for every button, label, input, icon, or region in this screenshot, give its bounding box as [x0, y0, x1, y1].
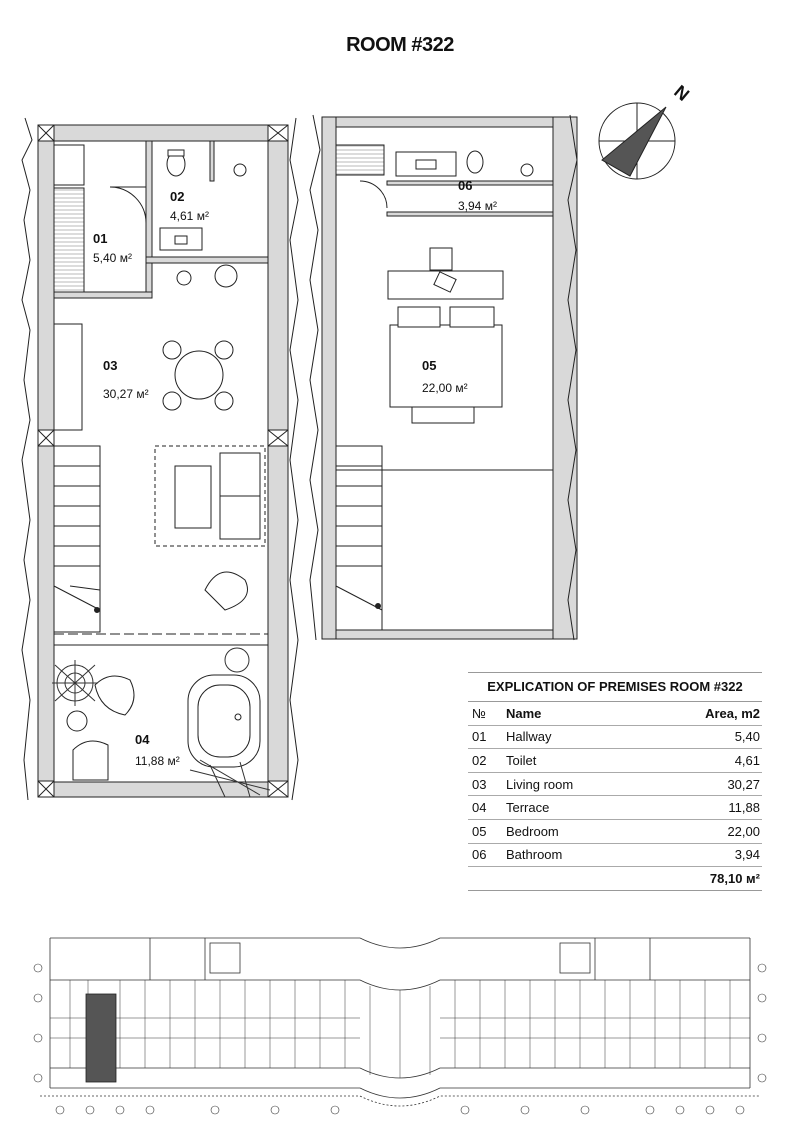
- room-label-05: 05: [422, 358, 437, 373]
- room-area-06: 3,94 м²: [458, 199, 497, 213]
- compass-label: N: [670, 81, 694, 105]
- explication-table: [468, 672, 762, 891]
- row-no: 04: [472, 800, 487, 816]
- unit-highlight: [86, 994, 116, 1082]
- room-label-01: 01: [93, 231, 108, 246]
- row-area: 30,27: [727, 776, 760, 792]
- row-area: 22,00: [727, 823, 760, 839]
- table-row: [468, 726, 762, 750]
- row-area: 4,61: [734, 752, 760, 768]
- room-area-02: 4,61 м²: [170, 209, 209, 223]
- row-area: 5,40: [734, 729, 760, 745]
- row-no: 01: [472, 729, 487, 745]
- table-header: [468, 702, 762, 726]
- table-total-row: [468, 867, 762, 891]
- row-name: Living room: [506, 776, 574, 792]
- upper-level-plan: [310, 115, 577, 640]
- row-name: Bathroom: [506, 847, 563, 863]
- room-label-02: 02: [170, 189, 185, 204]
- row-name: Toilet: [506, 752, 537, 768]
- site-plan: [30, 918, 770, 1118]
- explication-title: EXPLICATION OF PREMISES ROOM #322: [468, 672, 762, 702]
- row-no: 06: [472, 847, 487, 863]
- page-title: ROOM #322: [346, 34, 454, 56]
- room-area-01: 5,40 м²: [93, 251, 132, 265]
- row-area: 3,94: [734, 847, 760, 863]
- room-area-05: 22,00 м²: [422, 381, 468, 395]
- row-no: 05: [472, 823, 487, 839]
- header-no: №: [472, 705, 486, 721]
- room-label-06: 06: [458, 178, 473, 193]
- row-no: 02: [472, 752, 487, 768]
- row-name: Hallway: [506, 729, 552, 745]
- table-row: [468, 820, 762, 844]
- room-area-04: 11,88 м²: [135, 754, 180, 768]
- room-area-03: 30,27 м²: [103, 387, 149, 401]
- row-name: Bedroom: [506, 823, 559, 839]
- row-name: Terrace: [506, 800, 550, 816]
- north-arrow-icon: [599, 81, 693, 179]
- header-area: Area, m2: [705, 705, 760, 721]
- table-row: [468, 749, 762, 773]
- header-name: Name: [506, 705, 542, 721]
- table-row: [468, 844, 762, 868]
- room-label-03: 03: [103, 358, 118, 373]
- lower-level-plan: [22, 118, 298, 800]
- row-area: 11,88: [728, 800, 760, 816]
- room-label-04: 04: [135, 732, 150, 747]
- total-area: 78,10 м²: [709, 870, 760, 886]
- table-row: [468, 773, 762, 797]
- table-row: [468, 796, 762, 820]
- row-no: 03: [472, 776, 487, 792]
